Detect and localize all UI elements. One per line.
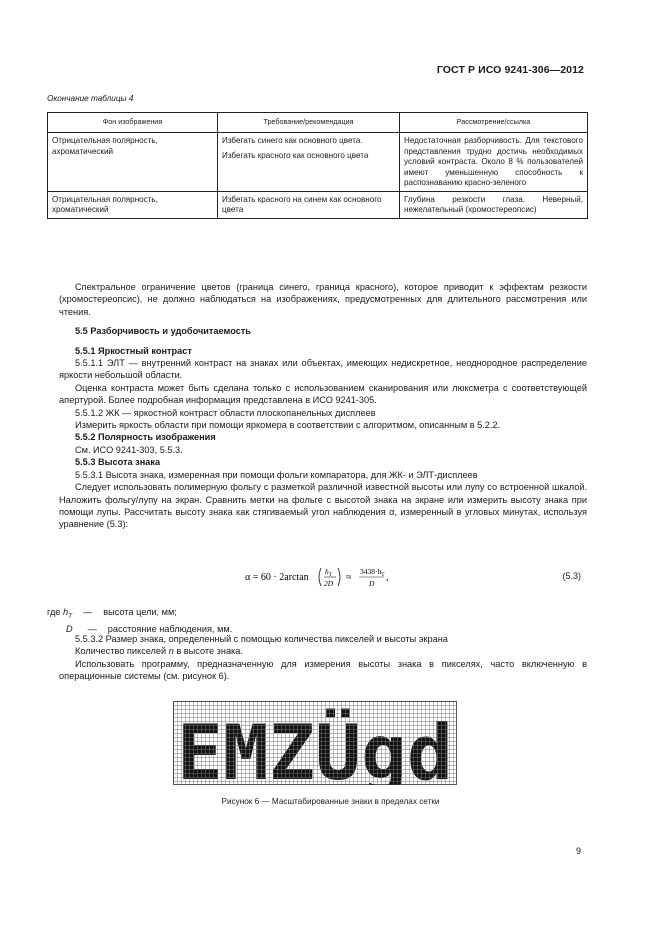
- approx-sign: ≈: [346, 572, 352, 583]
- paragraph: Оценка контраста может быть сделана только с использованием сканирования или люксметра с соответствующей апертурой. Более подробная информация представлена в ИСО 9241-305.: [59, 382, 587, 406]
- equation-comma: ,: [386, 572, 389, 583]
- table-header-row: [48, 113, 588, 133]
- frac2-numerator: $3438\cdot h_T$: [360, 567, 385, 578]
- definition-dash: —: [83, 607, 93, 617]
- table-cell: Отрицательная полярность, ахроматический: [48, 133, 218, 192]
- paragraph: Следует использовать полимерную фольгу с разметкой различной известной высоты или лупу со встроенной шкалой. Наложить фольгу/лупу на экран. Сравнить метки на фольге с высотой знака на экране или измерить высоту знака при помощи лупы. Рассчитать высоту знака как стягиваемый угол наблюдения α, измеренный в угловых минутах, используя уравнение (5.3):: [59, 482, 587, 530]
- paragraph: 5.5.3.1 Высота знака, измеренная при помощи фольги компаратора, для ЖК- и ЭЛТ-дисплеев: [75, 469, 478, 480]
- column-header: Фон изображения: [48, 113, 218, 133]
- definition-text: расстояние наблюдения, мм.: [107, 624, 233, 635]
- table-row: [48, 133, 588, 192]
- variable-symbol: $h_T$: [62, 607, 73, 620]
- paren-left-icon: [319, 568, 321, 586]
- equation-lhs: α = 60 · 2arctan: [245, 572, 309, 583]
- frac1-numerator: $h_T$: [325, 567, 332, 578]
- table-row: [48, 191, 588, 218]
- paragraph: Количество пикселей n в высоте знака.: [75, 646, 243, 657]
- cell-line: Избегать синего как основного цвета.: [222, 136, 363, 145]
- paragraph: См. ИСО 9241-303, 5.5.3.: [75, 444, 183, 455]
- standard-header: ГОСТ Р ИСО 9241-306—2012: [436, 64, 584, 76]
- paragraph: 5.5.1.1 ЭЛТ — внутренний контраст на знаках или объектах, имеющих недискретное, неоднородное распределение яркости небольшой области.: [59, 358, 587, 381]
- where-label: где: [47, 607, 61, 617]
- column-header: Требование/рекомендация: [218, 113, 400, 133]
- figure-caption: Рисунок 6 — Масштабированные знаки в пределах сетки: [221, 797, 440, 806]
- frac2-denominator: D: [369, 579, 375, 588]
- table-cell: Отрицательная полярность, хроматический: [48, 191, 218, 218]
- page-number: 9: [575, 846, 581, 856]
- table-cell: [218, 133, 400, 192]
- paragraph: Спектральное ограничение цветов (граница синего, граница красного), которое приводит к эффектам резкости (хромостереопсис), не должно наблюдаться на изображениях, предусмотренных для длительного рассмотрения или чтения.: [59, 282, 587, 317]
- paren-right-icon: [338, 568, 340, 586]
- body-section-top: [59, 281, 587, 531]
- section-heading: 5.5 Разборчивость и удобочитаемость: [75, 326, 251, 337]
- cell-line: Избегать красного на синем как основного цвета: [222, 194, 382, 214]
- variable-symbol: D: [66, 624, 73, 635]
- scaled-glyphs: EMZÜgd: [177, 708, 452, 785]
- equation-graphic: [59, 562, 479, 592]
- table-continuation-caption: Окончание таблицы 4: [47, 94, 134, 103]
- section-heading: 5.5.3 Высота знака: [75, 457, 161, 468]
- pixel-grid-image: [173, 701, 457, 785]
- equation-number: (5.3): [562, 571, 581, 581]
- cell-line: Избегать красного как основного цвета: [222, 150, 369, 160]
- paragraph: 5.5.3.2 Размер знака, определенный с помощью количества пикселей и высоты экрана: [75, 634, 448, 644]
- figure-6-pixel-grid: [173, 701, 457, 785]
- definition-dash: —: [87, 624, 97, 635]
- table-cell: [218, 191, 400, 218]
- frac1-denominator: 2D: [324, 579, 334, 588]
- paragraph: 5.5.1.2 ЖК — яркостной контраст области плоскопанельных дисплеев: [75, 407, 376, 418]
- definition-row: [47, 606, 232, 623]
- section-heading: 5.5.2 Полярность изображения: [75, 432, 216, 443]
- variable-definitions: [47, 606, 232, 636]
- equation-5-3: [59, 562, 587, 592]
- table-cell: Недостаточная разборчивость. Для текстового представления трудно достичь необходимых условий контраста. Около 8 % пользователей имеют уменьшенную способность к распознаванию красно-зеленого: [400, 133, 588, 192]
- paragraph: Измерить яркость области при помощи яркомера в соответствии с алгоритмом, описанным в 5.2.2.: [75, 420, 501, 431]
- requirements-table: [47, 112, 588, 219]
- body-section-bottom: [59, 633, 587, 683]
- section-heading: 5.5.1 Яркостный контраст: [75, 345, 192, 356]
- table-cell: Глубина резкости глаза. Неверный, нежелательный (хромостереопсис): [400, 191, 588, 218]
- paragraph: Использовать программу, предназначенную для измерения высоты знака в пикселях, часто включенную в операционные системы (см. рисунок 6).: [59, 658, 587, 682]
- definition-text: высота цели, мм;: [103, 607, 177, 617]
- column-header: Рассмотрение/ссылка: [400, 113, 588, 133]
